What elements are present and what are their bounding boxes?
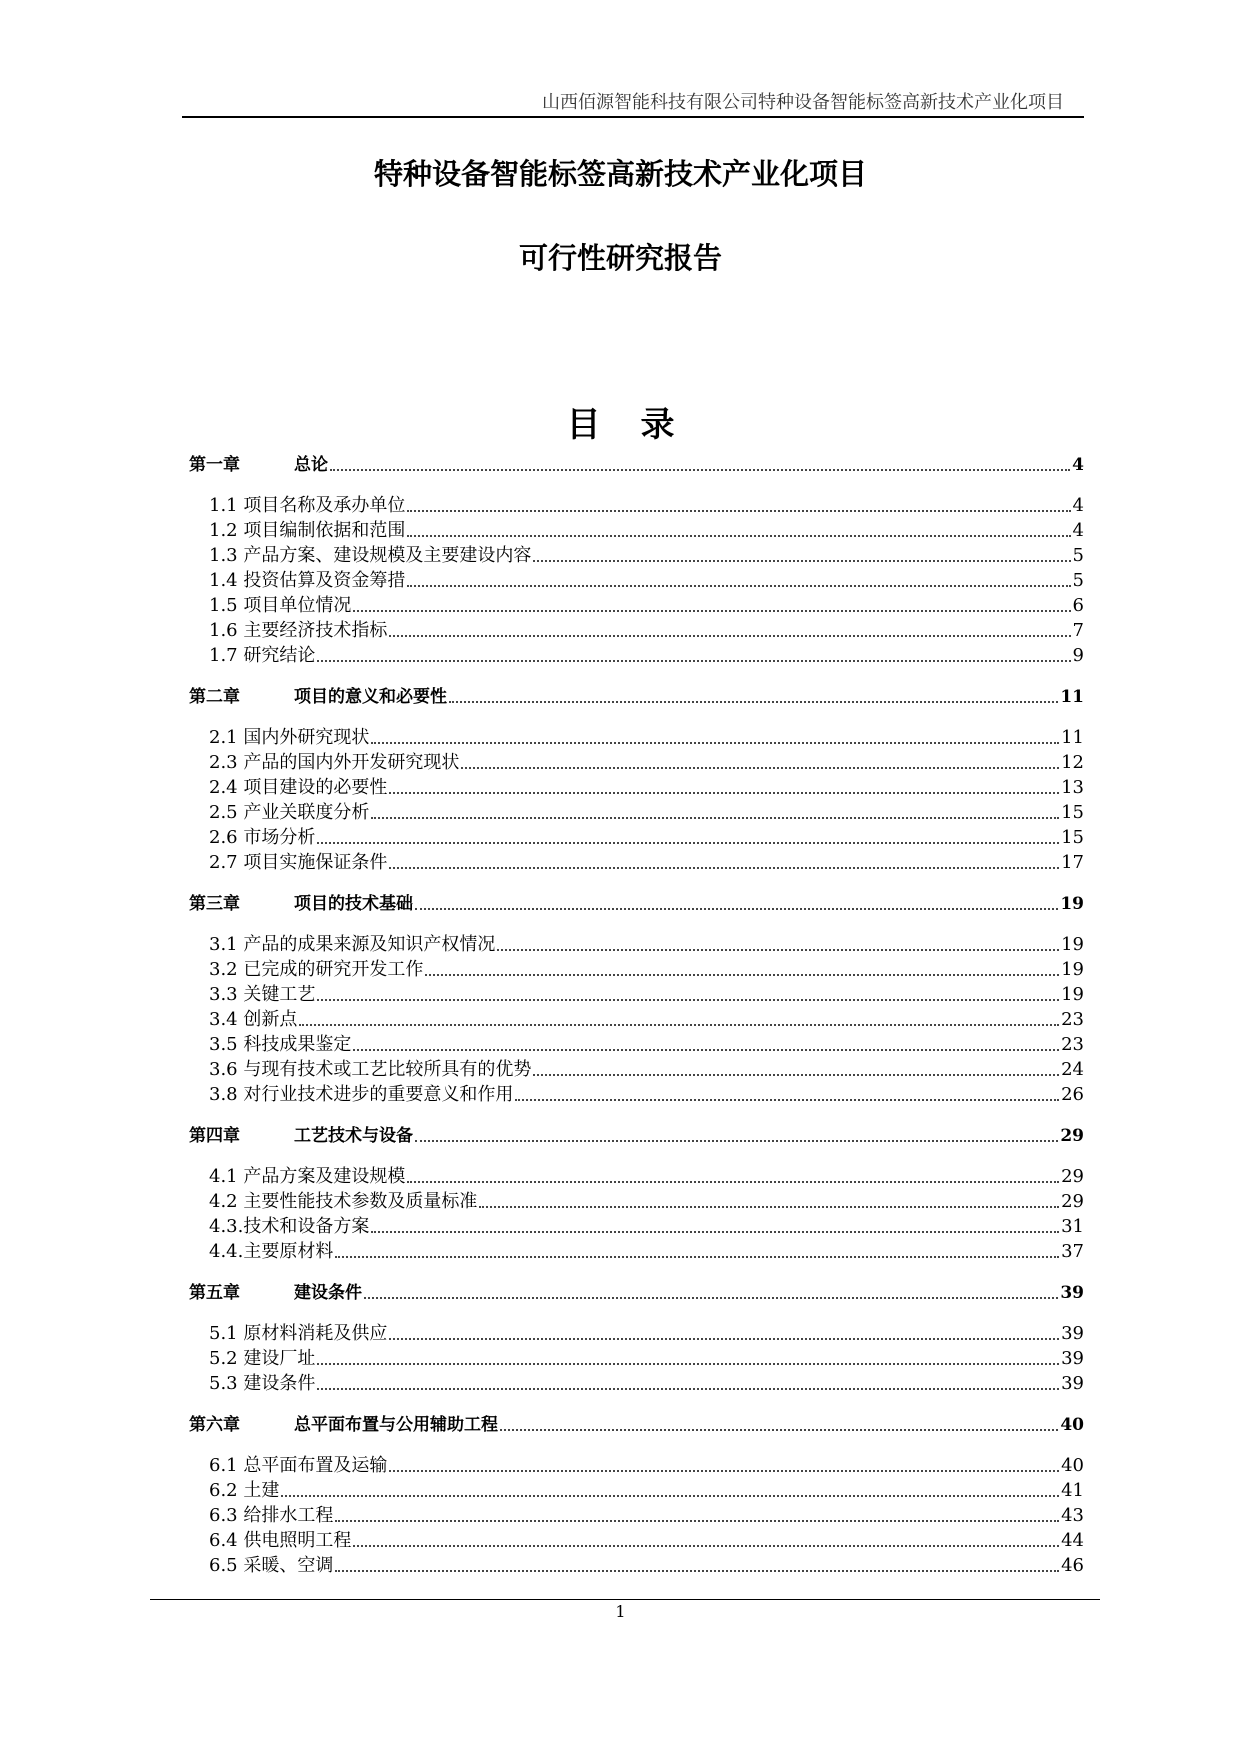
toc-section-entry[interactable] bbox=[209, 1214, 1084, 1238]
toc-leader-dots bbox=[407, 535, 1070, 537]
toc-section-entry[interactable] bbox=[209, 1032, 1084, 1056]
toc-section-entry[interactable] bbox=[209, 825, 1084, 849]
toc-leader-dots bbox=[497, 949, 1059, 951]
toc-section-label: 2.4 项目建设的必要性 bbox=[209, 777, 388, 798]
toc-leader-dots bbox=[364, 1297, 1058, 1299]
toc-page-number: 23 bbox=[1061, 1034, 1084, 1055]
toc-page-number: 24 bbox=[1061, 1059, 1084, 1080]
toc-section-entry[interactable] bbox=[209, 800, 1084, 824]
toc-page-number: 43 bbox=[1061, 1505, 1084, 1526]
toc-page-number: 5 bbox=[1072, 545, 1084, 566]
toc-section-entry[interactable] bbox=[209, 1503, 1084, 1527]
toc-section-label: 6.3 给排水工程 bbox=[209, 1505, 334, 1526]
toc-section-entry[interactable] bbox=[209, 1346, 1084, 1370]
toc-leader-dots bbox=[407, 510, 1070, 512]
toc-page-number: 41 bbox=[1061, 1480, 1084, 1501]
toc-leader-dots bbox=[317, 999, 1059, 1001]
toc-section-label: 1.4 投资估算及资金筹措 bbox=[209, 570, 406, 591]
toc-leader-dots bbox=[415, 1140, 1058, 1142]
toc-leader-dots bbox=[407, 1181, 1059, 1183]
toc-leader-dots bbox=[449, 701, 1058, 703]
toc-chapter-label bbox=[189, 454, 328, 476]
toc-page-number: 46 bbox=[1061, 1555, 1084, 1576]
toc-page-number: 19 bbox=[1061, 934, 1084, 955]
toc-section-entry[interactable] bbox=[209, 518, 1084, 542]
toc-page-number: 17 bbox=[1061, 852, 1084, 873]
toc-section-entry[interactable] bbox=[209, 1553, 1084, 1577]
toc-leader-dots bbox=[407, 585, 1070, 587]
document-title: 特种设备智能标签高新技术产业化项目 bbox=[373, 157, 867, 191]
toc-section-entry[interactable] bbox=[209, 775, 1084, 799]
toc-page-number: 29 bbox=[1061, 1166, 1084, 1187]
toc-page-number: 39 bbox=[1060, 1283, 1084, 1303]
toc-page-number: 12 bbox=[1061, 752, 1084, 773]
toc-section-label: 4.3.技术和设备方案 bbox=[209, 1216, 370, 1237]
toc-leader-dots bbox=[330, 469, 1070, 471]
toc-leader-dots bbox=[335, 1570, 1059, 1572]
toc-chapter-label bbox=[189, 1282, 362, 1304]
toc-leader-dots bbox=[317, 1363, 1059, 1365]
toc-leader-dots bbox=[515, 1099, 1059, 1101]
toc-page-number: 23 bbox=[1061, 1009, 1084, 1030]
toc-section-entry[interactable] bbox=[209, 850, 1084, 874]
toc-section-label: 2.5 产业关联度分析 bbox=[209, 802, 370, 823]
toc-leader-dots bbox=[389, 867, 1059, 869]
toc-page-number: 39 bbox=[1061, 1348, 1084, 1369]
toc-leader-dots bbox=[389, 792, 1059, 794]
toc-page-number: 13 bbox=[1061, 777, 1084, 798]
toc-section-entry[interactable] bbox=[209, 1189, 1084, 1213]
toc-leader-dots bbox=[425, 974, 1059, 976]
toc-leader-dots bbox=[299, 1024, 1059, 1026]
toc-section-label: 2.3 产品的国内外开发研究现状 bbox=[209, 752, 460, 773]
toc-section-label: 5.1 原材料消耗及供应 bbox=[209, 1323, 388, 1344]
toc-section-entry[interactable] bbox=[209, 982, 1084, 1006]
toc-section-entry[interactable] bbox=[209, 932, 1084, 956]
toc-chapter-entry[interactable] bbox=[189, 684, 1084, 708]
toc-leader-dots bbox=[479, 1206, 1059, 1208]
toc-section-entry[interactable] bbox=[209, 957, 1084, 981]
toc-section-label: 3.6 与现有技术或工艺比较所具有的优势 bbox=[209, 1059, 532, 1080]
toc-leader-dots bbox=[353, 1545, 1059, 1547]
toc-section-entry[interactable] bbox=[209, 1321, 1084, 1345]
toc-leader-dots bbox=[335, 1256, 1059, 1258]
toc-page-number: 4 bbox=[1072, 455, 1084, 475]
toc-section-entry[interactable] bbox=[209, 1082, 1084, 1106]
running-header-text: 山西佰源智能科技有限公司特种设备智能标签高新技术产业化项目 bbox=[542, 92, 1064, 113]
toc-page-number: 19 bbox=[1060, 894, 1084, 914]
toc-section-label: 6.4 供电照明工程 bbox=[209, 1530, 352, 1551]
toc-section-label: 2.6 市场分析 bbox=[209, 827, 316, 848]
toc-page-number: 9 bbox=[1072, 645, 1084, 666]
toc-leader-dots bbox=[389, 1470, 1059, 1472]
toc-section-entry[interactable] bbox=[209, 1007, 1084, 1031]
toc-section-entry[interactable] bbox=[209, 618, 1084, 642]
toc-leader-dots bbox=[415, 908, 1058, 910]
toc-section-label: 4.4.主要原材料 bbox=[209, 1241, 334, 1262]
toc-section-entry[interactable] bbox=[209, 1239, 1084, 1263]
toc-heading: 目录 bbox=[566, 405, 715, 445]
toc-page-number: 7 bbox=[1072, 620, 1084, 641]
toc-leader-dots bbox=[353, 610, 1070, 612]
toc-section-entry[interactable] bbox=[209, 593, 1084, 617]
toc-chapter-number: 第五章 bbox=[189, 1283, 240, 1303]
toc-leader-dots bbox=[281, 1495, 1059, 1497]
toc-section-label: 3.1 产品的成果来源及知识产权情况 bbox=[209, 934, 496, 955]
toc-section-label: 2.7 项目实施保证条件 bbox=[209, 852, 388, 873]
toc-section-label: 4.2 主要性能技术参数及质量标准 bbox=[209, 1191, 478, 1212]
toc-chapter-entry[interactable] bbox=[189, 1412, 1084, 1436]
toc-page-number: 29 bbox=[1061, 1191, 1084, 1212]
toc-section-label: 1.2 项目编制依据和范围 bbox=[209, 520, 406, 541]
toc-page-number: 31 bbox=[1061, 1216, 1084, 1237]
toc-leader-dots bbox=[371, 742, 1059, 744]
toc-chapter-title: 建设条件 bbox=[294, 1283, 362, 1303]
toc-section-label: 5.3 建设条件 bbox=[209, 1373, 316, 1394]
toc-leader-dots bbox=[317, 1388, 1059, 1390]
toc-leader-dots bbox=[461, 767, 1059, 769]
toc-section-entry[interactable] bbox=[209, 1164, 1084, 1188]
toc-page-number: 40 bbox=[1061, 1455, 1084, 1476]
toc-leader-dots bbox=[317, 842, 1059, 844]
toc-chapter-title: 项目的意义和必要性 bbox=[294, 687, 447, 707]
toc-page-number: 39 bbox=[1061, 1373, 1084, 1394]
toc-chapter-number: 第三章 bbox=[189, 894, 240, 914]
toc-section-label: 3.3 关键工艺 bbox=[209, 984, 316, 1005]
toc-page-number: 11 bbox=[1061, 727, 1084, 748]
toc-leader-dots bbox=[533, 560, 1070, 562]
toc-page-number: 15 bbox=[1061, 827, 1084, 848]
toc-section-label: 3.4 创新点 bbox=[209, 1009, 298, 1030]
toc-chapter-entry[interactable] bbox=[189, 452, 1084, 476]
toc-leader-dots bbox=[317, 660, 1070, 662]
toc-page-number: 15 bbox=[1061, 802, 1084, 823]
toc-section-label: 4.1 产品方案及建设规模 bbox=[209, 1166, 406, 1187]
toc-section-label: 3.5 科技成果鉴定 bbox=[209, 1034, 352, 1055]
toc-leader-dots bbox=[533, 1074, 1059, 1076]
toc-section-entry[interactable] bbox=[209, 1478, 1084, 1502]
toc-section-entry[interactable] bbox=[209, 568, 1084, 592]
toc-page-number: 11 bbox=[1060, 687, 1084, 707]
toc-chapter-number: 第四章 bbox=[189, 1126, 240, 1146]
toc-section-entry[interactable] bbox=[209, 750, 1084, 774]
document-subtitle: 可行性研究报告 bbox=[518, 241, 722, 275]
toc-page-number: 37 bbox=[1061, 1241, 1084, 1262]
toc-leader-dots bbox=[389, 1338, 1059, 1340]
toc-chapter-title: 项目的技术基础 bbox=[294, 894, 413, 914]
toc-page-number: 6 bbox=[1072, 595, 1084, 616]
toc-section-label: 6.1 总平面布置及运输 bbox=[209, 1455, 388, 1476]
toc-chapter-title: 工艺技术与设备 bbox=[294, 1126, 413, 1146]
toc-chapter-title: 总论 bbox=[294, 455, 328, 475]
toc-page-number: 19 bbox=[1061, 959, 1084, 980]
toc-section-label: 1.1 项目名称及承办单位 bbox=[209, 495, 406, 516]
toc-chapter-label bbox=[189, 1414, 498, 1436]
toc-section-label: 1.7 研究结论 bbox=[209, 645, 316, 666]
toc-section-label: 5.2 建设厂址 bbox=[209, 1348, 316, 1369]
toc-section-label: 6.5 采暖、空调 bbox=[209, 1555, 334, 1576]
toc-chapter-entry[interactable] bbox=[189, 1123, 1084, 1147]
toc-page-number: 19 bbox=[1061, 984, 1084, 1005]
toc-section-entry[interactable] bbox=[209, 1057, 1084, 1081]
toc-section-label: 3.2 已完成的研究开发工作 bbox=[209, 959, 424, 980]
toc-page-number: 5 bbox=[1072, 570, 1084, 591]
toc-section-entry[interactable] bbox=[209, 1528, 1084, 1552]
toc-chapter-number: 第六章 bbox=[189, 1415, 240, 1435]
toc-leader-dots bbox=[335, 1520, 1059, 1522]
toc-page-number: 26 bbox=[1061, 1084, 1084, 1105]
toc-section-label: 1.6 主要经济技术指标 bbox=[209, 620, 388, 641]
toc-section-entry[interactable] bbox=[209, 1371, 1084, 1395]
running-header bbox=[182, 84, 1084, 118]
toc-page-number: 4 bbox=[1072, 520, 1084, 541]
toc-section-label: 2.1 国内外研究现状 bbox=[209, 727, 370, 748]
toc-leader-dots bbox=[371, 1231, 1059, 1233]
toc-chapter-label bbox=[189, 686, 447, 708]
toc-page-number: 4 bbox=[1072, 495, 1084, 516]
toc-chapter-label bbox=[189, 1125, 413, 1147]
toc-section-entry[interactable] bbox=[209, 725, 1084, 749]
toc-leader-dots bbox=[371, 817, 1059, 819]
toc-chapter-number: 第一章 bbox=[189, 455, 240, 475]
toc-leader-dots bbox=[389, 635, 1070, 637]
toc-chapter-entry[interactable] bbox=[189, 891, 1084, 915]
toc-section-label: 3.8 对行业技术进步的重要意义和作用 bbox=[209, 1084, 514, 1105]
toc-section-entry[interactable] bbox=[209, 1453, 1084, 1477]
toc-section-label: 1.5 项目单位情况 bbox=[209, 595, 352, 616]
toc-page-number: 39 bbox=[1061, 1323, 1084, 1344]
toc-chapter-label bbox=[189, 893, 413, 915]
toc-section-label: 1.3 产品方案、建设规模及主要建设内容 bbox=[209, 545, 532, 566]
toc-chapter-number: 第二章 bbox=[189, 687, 240, 707]
toc-section-entry[interactable] bbox=[209, 493, 1084, 517]
toc-chapter-title: 总平面布置与公用辅助工程 bbox=[294, 1415, 498, 1435]
page-number: 1 bbox=[615, 1602, 626, 1621]
toc-page-number: 40 bbox=[1060, 1415, 1084, 1435]
footer-rule bbox=[150, 1599, 1100, 1600]
toc-page-number: 29 bbox=[1060, 1126, 1084, 1146]
toc-chapter-entry[interactable] bbox=[189, 1280, 1084, 1304]
toc-leader-dots bbox=[500, 1429, 1058, 1431]
toc-section-entry[interactable] bbox=[209, 643, 1084, 667]
toc-section-entry[interactable] bbox=[209, 543, 1084, 567]
toc-leader-dots bbox=[353, 1049, 1059, 1051]
toc-section-label: 6.2 土建 bbox=[209, 1480, 280, 1501]
toc-page-number: 44 bbox=[1061, 1530, 1084, 1551]
